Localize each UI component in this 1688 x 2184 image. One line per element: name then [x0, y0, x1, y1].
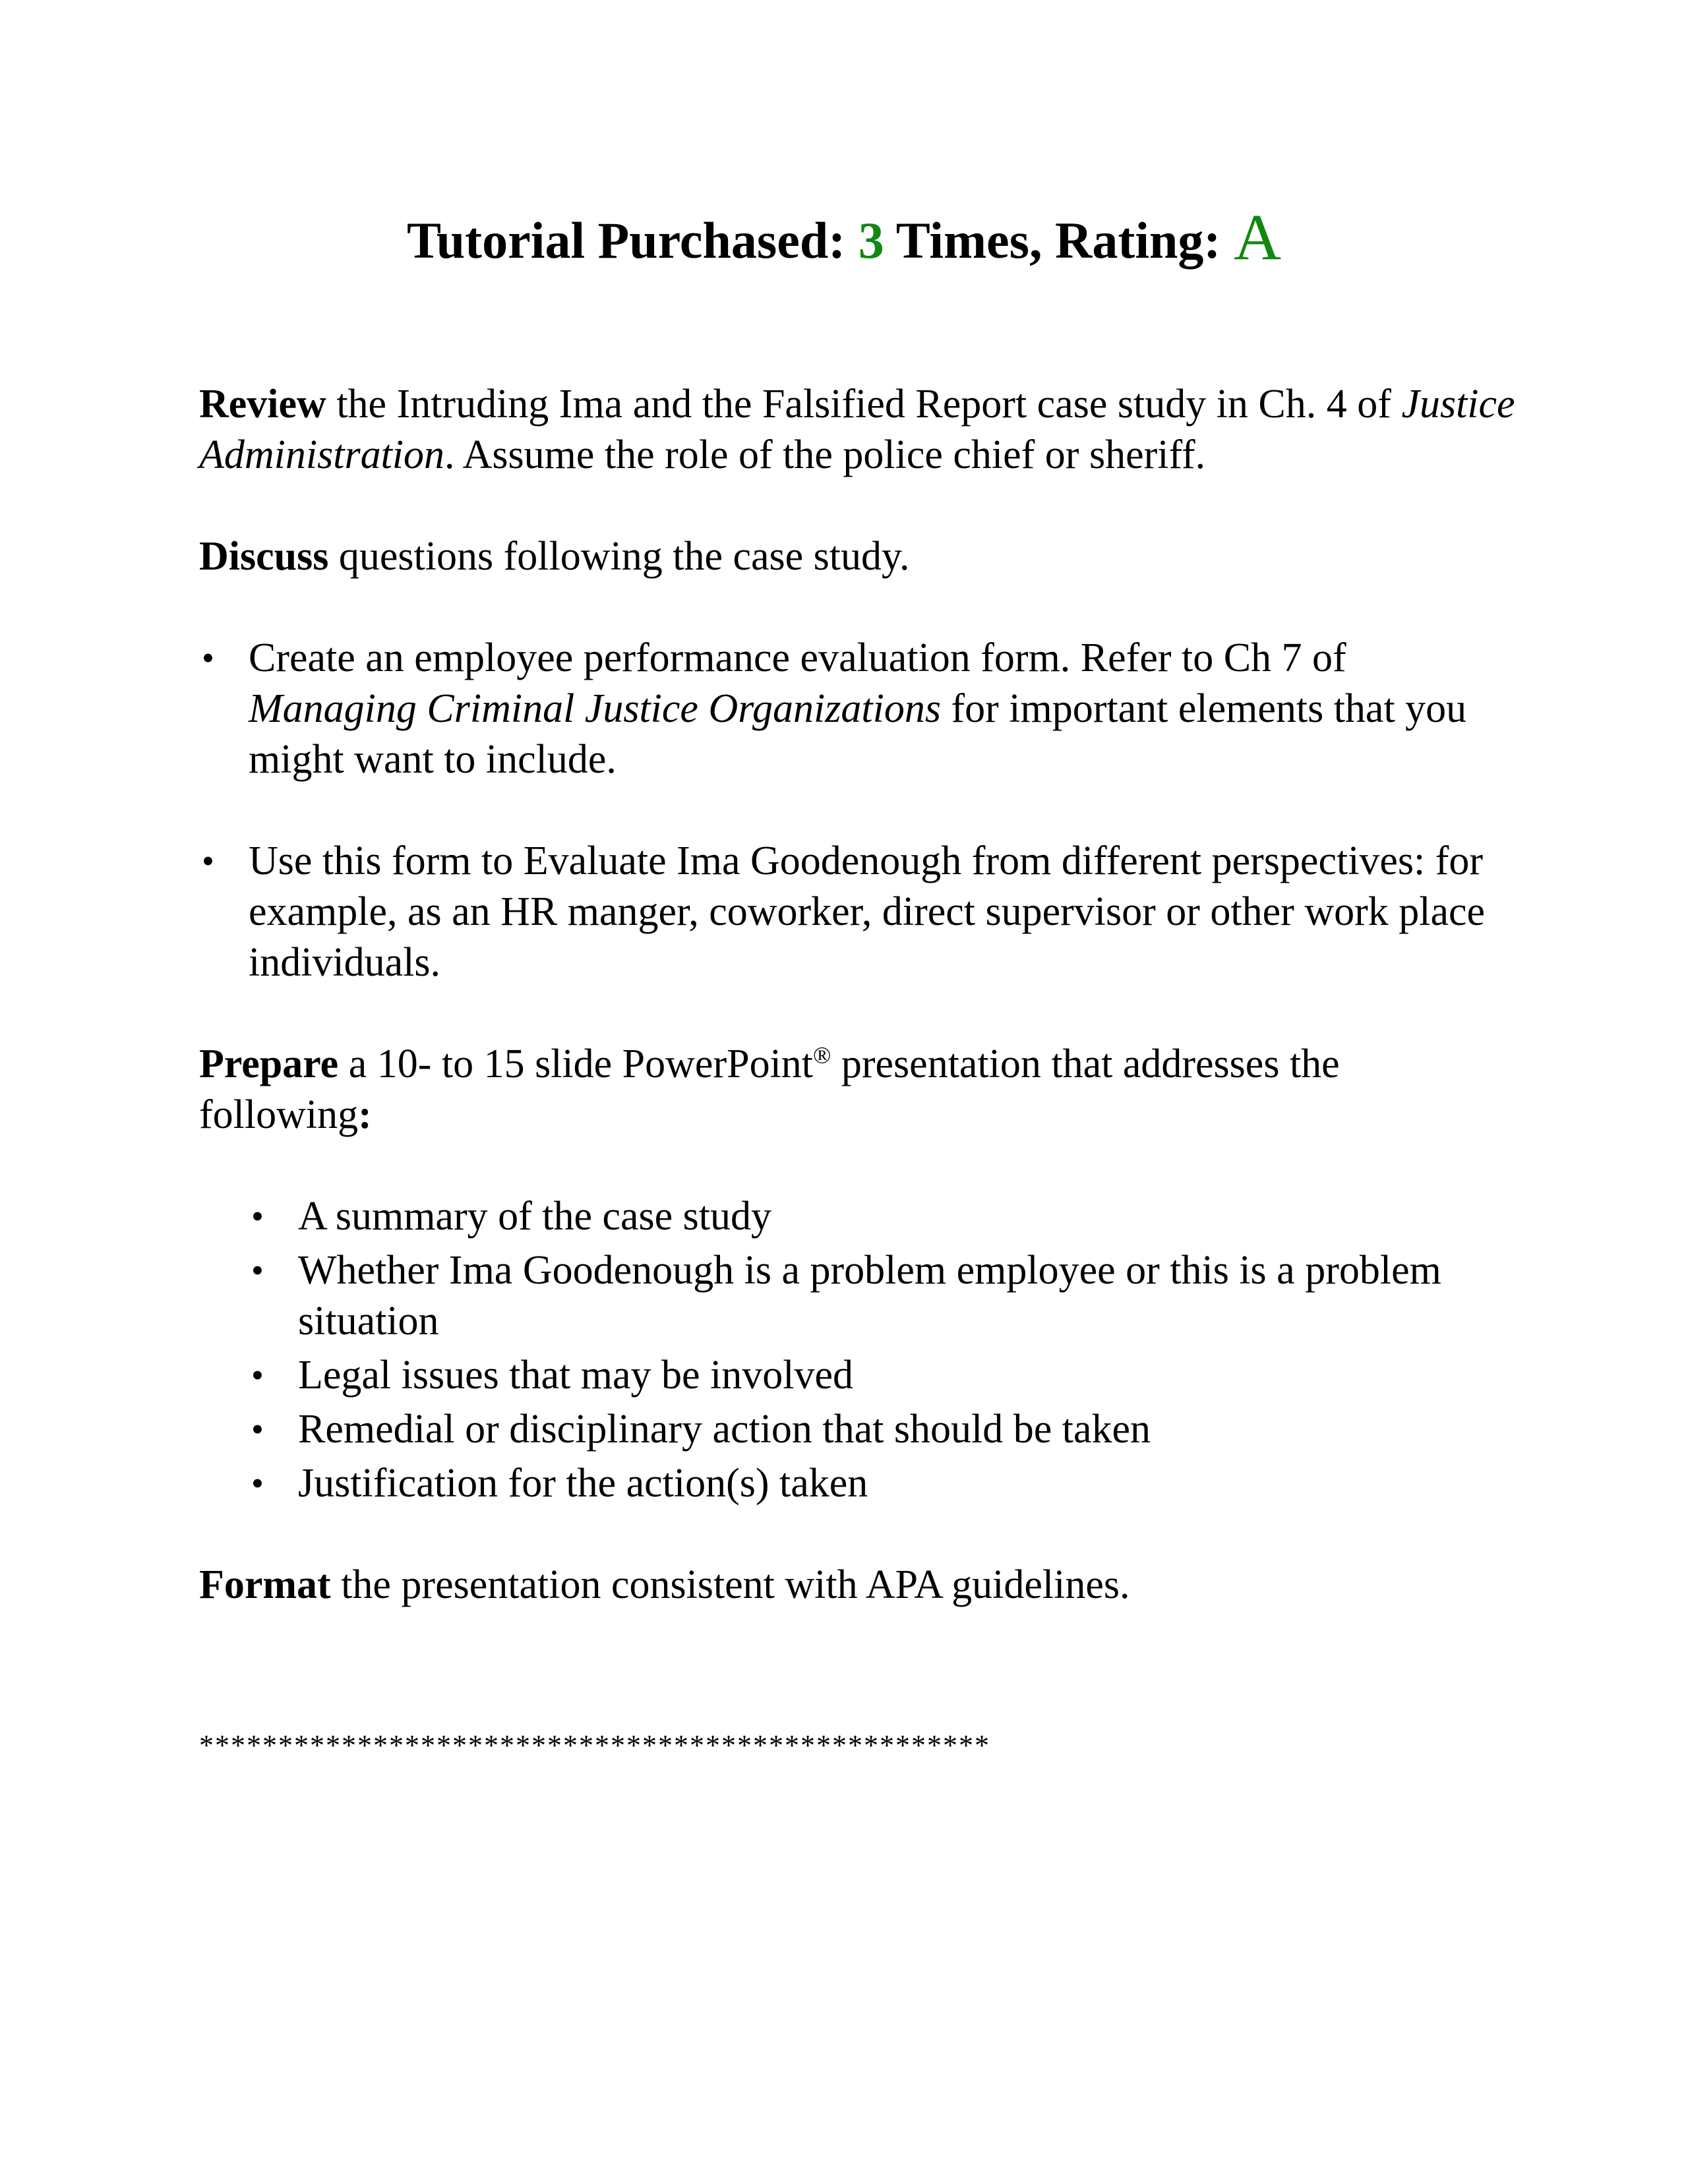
prepare-colon: :: [358, 1092, 372, 1137]
review-paragraph: [199, 379, 1518, 481]
list-item: [249, 1191, 1518, 1242]
discuss-paragraph: [199, 531, 1518, 582]
review-text-2: . Assume the role of the police chief or sheriff.: [444, 432, 1206, 477]
list-item: [199, 633, 1518, 785]
prepare-list: [249, 1191, 1518, 1509]
prepare-item-text: Justification for the action(s) taken: [298, 1461, 868, 1506]
prepare-text-1: a 10- to 15 slide PowerPoint: [338, 1042, 814, 1086]
prepare-text-2: presentation that addresses the following: [199, 1042, 1340, 1137]
title-prefix: Tutorial Purchased:: [406, 212, 859, 269]
list-item: [249, 1458, 1518, 1509]
review-text-1: the Intruding Ima and the Falsified Report case study in Ch. 4 of: [326, 382, 1402, 427]
discuss-item-1-book-title: Managing Criminal Justice Organizations: [249, 686, 941, 731]
rating-grade: A: [1233, 200, 1282, 274]
assignment-body: [199, 379, 1518, 1661]
list-item: [249, 1245, 1518, 1347]
prepare-item-text: Legal issues that may be involved: [298, 1353, 853, 1398]
list-item: [199, 836, 1518, 988]
format-paragraph: [199, 1560, 1518, 1610]
page-title: [0, 200, 1688, 274]
prepare-lead: Prepare: [199, 1042, 339, 1086]
prepare-item-text: Remedial or disciplinary action that should be taken: [298, 1407, 1151, 1452]
prepare-item-text: A summary of the case study: [298, 1194, 772, 1239]
bullet-icon: •: [202, 841, 214, 881]
prepare-item-text: Whether Ima Goodenough is a problem employee or this is a problem situation: [298, 1248, 1441, 1343]
review-book-title: Justice Administration: [199, 382, 1515, 477]
prepare-paragraph: [199, 1039, 1518, 1140]
list-item: [249, 1404, 1518, 1455]
discuss-item-1-text-1: Create an employee performance evaluation form. Refer to Ch 7 of: [249, 635, 1346, 680]
purchase-count: 3: [858, 212, 884, 269]
review-lead: Review: [199, 382, 326, 427]
discuss-list: [199, 633, 1518, 988]
format-text: the presentation consistent with APA guidelines.: [330, 1562, 1130, 1607]
bullet-icon: •: [251, 1196, 264, 1236]
separator-line: **************************************************: [199, 1729, 990, 1761]
format-lead: Format: [199, 1562, 331, 1607]
bullet-icon: •: [251, 1463, 264, 1503]
list-item: [249, 1350, 1518, 1401]
registered-mark: ®: [813, 1042, 831, 1069]
discuss-lead: Discuss: [199, 534, 329, 579]
discuss-item-1-text-2: for important elements that you might want to include.: [249, 686, 1467, 782]
bullet-icon: •: [251, 1355, 264, 1395]
bullet-icon: •: [202, 638, 214, 678]
title-middle: Times, Rating:: [884, 212, 1234, 269]
bullet-icon: •: [251, 1409, 264, 1449]
bullet-icon: •: [251, 1251, 264, 1290]
discuss-text: questions following the case study.: [328, 534, 910, 579]
discuss-item-2-text: Use this form to Evaluate Ima Goodenough from different perspectives: for example, as an HR manger, coworker, direct supervisor or other work place individuals.: [249, 839, 1486, 985]
